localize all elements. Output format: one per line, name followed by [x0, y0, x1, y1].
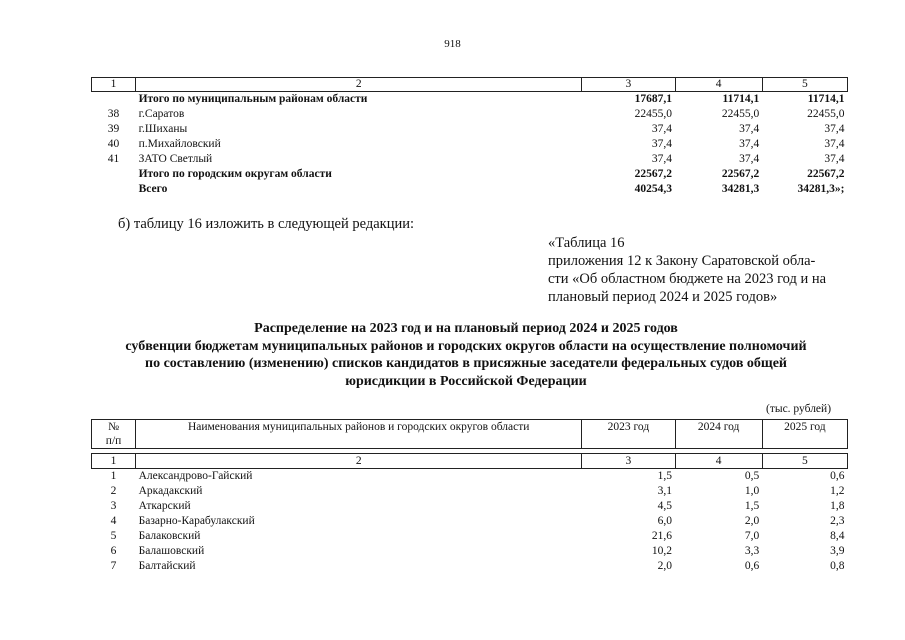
row-value-2024: 0,5	[744, 470, 760, 482]
title-line-4: юрисдикции в Российской Федерации	[345, 373, 587, 389]
table-row	[92, 529, 848, 544]
row-value-2025: 2,3	[830, 515, 845, 527]
row-value-2024: 34281,3	[721, 183, 760, 195]
row-number: 38	[107, 108, 120, 120]
table-row	[92, 544, 848, 559]
row-value-2025: 3,9	[830, 545, 845, 557]
amendment-instruction: б) таблицу 16 изложить в следующей редакции:	[118, 216, 415, 232]
table-row	[92, 484, 848, 499]
row-value-2024: 1,0	[744, 485, 760, 497]
row-name: Аркадакский	[138, 485, 203, 497]
row-number: 5	[110, 530, 117, 542]
row-number: 39	[107, 123, 120, 135]
table-row	[92, 152, 848, 167]
row-value-2023: 22567,2	[634, 168, 673, 180]
row-name: Балтайский	[138, 560, 196, 572]
row-name: г.Саратов	[138, 108, 185, 120]
row-value-2025: 11714,1	[807, 93, 845, 105]
row-value-2024: 37,4	[739, 123, 760, 135]
row-value-2025: 37,4	[824, 138, 845, 150]
row-number: 41	[107, 153, 120, 165]
table-row	[92, 137, 848, 152]
row-value-2025: 1,8	[830, 500, 845, 512]
budget-totals-table	[91, 77, 848, 197]
row-number: 1	[110, 470, 117, 482]
table-title	[60, 320, 872, 390]
row-value-2024: 37,4	[739, 153, 760, 165]
row-number	[92, 92, 136, 108]
row-value-2023: 10,2	[651, 545, 673, 557]
row-name: Аткарский	[138, 500, 191, 512]
row-number: 3	[110, 500, 117, 512]
header-col-2: 2	[136, 78, 582, 92]
col-2023-header: 2023 год	[582, 420, 675, 449]
row-value-2023: 2,0	[657, 560, 673, 572]
row-value-2023: 21,6	[651, 530, 673, 542]
table-reference-note	[548, 234, 846, 306]
row-name: Александрово-Гайский	[138, 470, 253, 482]
column-header-row	[92, 420, 848, 449]
header-col-5: 5	[762, 78, 847, 92]
index-col-3: 3	[582, 454, 675, 469]
table-row	[92, 122, 848, 137]
title-line-1: Распределение на 2023 год и на плановый период 2024 и 2025 годов	[254, 321, 678, 336]
row-value-2025: 22567,2	[807, 168, 845, 180]
table-header-row	[92, 78, 848, 92]
reference-line-1: «Таблица 16	[548, 235, 625, 251]
col-name-header: Наименования муниципальных районов и городских округов области	[136, 420, 582, 449]
table-row	[92, 499, 848, 514]
row-value-2023: 3,1	[657, 485, 673, 497]
column-index-row	[92, 454, 848, 469]
index-col-1: 1	[92, 454, 136, 469]
row-value-2025: 37,4	[824, 123, 845, 135]
row-name: п.Михайловский	[138, 138, 221, 150]
reference-line-2: приложения 12 к Закону Саратовской обла-	[548, 253, 816, 269]
unit-label: (тыс. рублей)	[766, 403, 832, 415]
title-line-3: по составлению (изменению) списков кандидатов в присяжные заседатели федеральных судов общей	[145, 356, 787, 371]
row-name: г.Шиханы	[138, 123, 188, 135]
row-value-2025: 8,4	[830, 530, 845, 542]
row-value-2025: 37,4	[824, 153, 845, 165]
row-value-2025: 22455,0	[807, 108, 845, 120]
row-value-2024: 0,6	[744, 560, 760, 572]
row-value-2023: 22455,0	[634, 108, 673, 120]
subvention-table	[91, 419, 848, 574]
col-2024-header: 2024 год	[675, 420, 762, 449]
header-col-1: 1	[92, 78, 136, 92]
table-row	[92, 514, 848, 529]
row-number: 2	[110, 485, 117, 497]
row-value-2025: 34281,3»;	[797, 183, 845, 195]
row-value-2024: 3,3	[744, 545, 760, 557]
row-name: ЗАТО Светлый	[138, 153, 213, 165]
col-number-abbr: п/п	[105, 435, 122, 447]
row-number: 7	[110, 560, 117, 572]
row-name: Балашовский	[138, 545, 205, 557]
row-value-2024: 11714,1	[722, 93, 760, 105]
row-value-2023: 40254,3	[634, 183, 673, 195]
row-name: Итого по муниципальным районам области	[138, 93, 368, 105]
row-value-2025: 0,6	[830, 470, 845, 482]
row-value-2023: 37,4	[651, 123, 673, 135]
row-value-2024: 22455,0	[721, 108, 760, 120]
row-value-2024: 2,0	[744, 515, 760, 527]
table-row	[92, 559, 848, 574]
row-number: 4	[110, 515, 117, 527]
index-col-4: 4	[675, 454, 762, 469]
row-name: Итого по городским округам области	[138, 168, 332, 180]
row-name: Балаковский	[138, 530, 201, 542]
row-number: 6	[110, 545, 117, 557]
row-value-2024: 1,5	[744, 500, 760, 512]
table-row	[92, 92, 848, 108]
header-col-4: 4	[675, 78, 762, 92]
row-value-2023: 37,4	[651, 153, 673, 165]
table-row	[92, 107, 848, 122]
col-number-symbol: №	[108, 421, 120, 433]
col-number-header	[92, 420, 136, 449]
table-row	[92, 167, 848, 182]
row-value-2025: 1,2	[830, 485, 845, 497]
header-col-3: 3	[582, 78, 675, 92]
row-value-2023: 17687,1	[634, 93, 673, 105]
index-col-5: 5	[762, 454, 847, 469]
row-value-2023: 37,4	[651, 138, 673, 150]
title-line-2: субвенции бюджетам муниципальных районов и городских округов области на осуществление полномочий	[125, 338, 807, 354]
row-number: 40	[107, 138, 120, 150]
row-value-2024: 22567,2	[721, 168, 760, 180]
page-number: 918	[444, 38, 461, 50]
col-2025-header: 2025 год	[762, 420, 847, 449]
row-name: Всего	[138, 183, 168, 195]
row-value-2025: 0,8	[830, 560, 845, 572]
row-value-2023: 4,5	[657, 500, 673, 512]
table-row	[92, 469, 848, 485]
table-row	[92, 182, 848, 197]
row-value-2024: 7,0	[744, 530, 760, 542]
row-number	[92, 167, 136, 182]
row-value-2023: 6,0	[657, 515, 673, 527]
row-value-2024: 37,4	[739, 138, 760, 150]
reference-line-4: плановый период 2024 и 2025 годов»	[548, 289, 778, 305]
index-col-2: 2	[136, 454, 582, 469]
row-value-2023: 1,5	[657, 470, 673, 482]
row-name: Базарно-Карабулакский	[138, 515, 255, 527]
row-number	[92, 182, 136, 197]
reference-line-3: сти «Об областном бюджете на 2023 год и на	[548, 271, 827, 287]
